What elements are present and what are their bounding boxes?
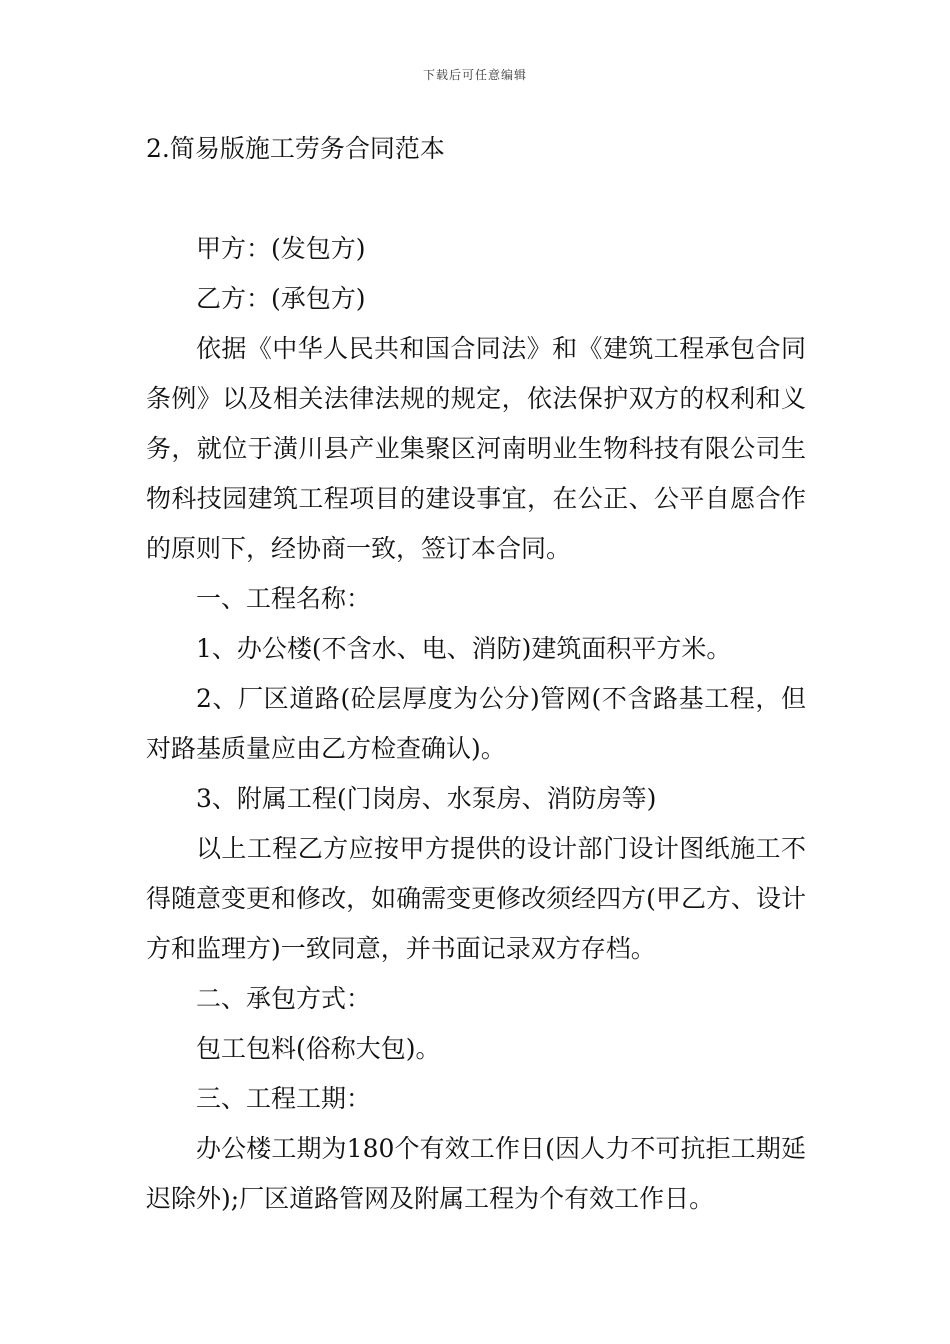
design-change-paragraph: 以上工程乙方应按甲方提供的设计部门设计图纸施工不得随意变更和修改，如确需变更修改须经四方(甲乙方、设计方和监理方)一致同意，并书面记录双方存档。 — [146, 834, 806, 963]
page-header-note: 下载后可任意编辑 — [422, 68, 527, 82]
project-item-1: 1、办公楼(不含水、电、消防)建筑面积平方米。 — [196, 634, 732, 663]
schedule-paragraph: 办公楼工期为180个有效工作日(因人力不可抗拒工期延迟除外);厂区道路管网及附属工程为个有效工作日。 — [146, 1134, 806, 1213]
document-body — [146, 224, 806, 1224]
document-title: 2.简易版施工劳务合同范本 — [146, 134, 445, 163]
project-item-2: 2、厂区道路(砼层厚度为公分)管网(不含路基工程，但对路基质量应由乙方检查确认)。 — [146, 684, 806, 763]
section-heading-contract-mode: 二、承包方式： — [196, 984, 372, 1013]
party-a-line: 甲方：(发包方) — [196, 234, 366, 263]
preamble-paragraph: 依据《中华人民共和国合同法》和《建筑工程承包合同条例》以及相关法律法规的规定，依法保护双方的权利和义务，就位于潢川县产业集聚区河南明业生物科技有限公司生物科技园建筑工程项目的建设事宜，在公正、公平自愿合作的原则下，经协商一致，签订本合同。 — [146, 334, 806, 563]
project-item-3: 3、附属工程(门岗房、水泵房、消防房等) — [196, 784, 657, 813]
party-b-line: 乙方：(承包方) — [196, 284, 366, 313]
section-heading-project-name: 一、工程名称： — [196, 584, 372, 613]
section-heading-schedule: 三、工程工期： — [196, 1084, 372, 1113]
contract-mode-paragraph: 包工包料(俗称大包)。 — [196, 1034, 441, 1063]
